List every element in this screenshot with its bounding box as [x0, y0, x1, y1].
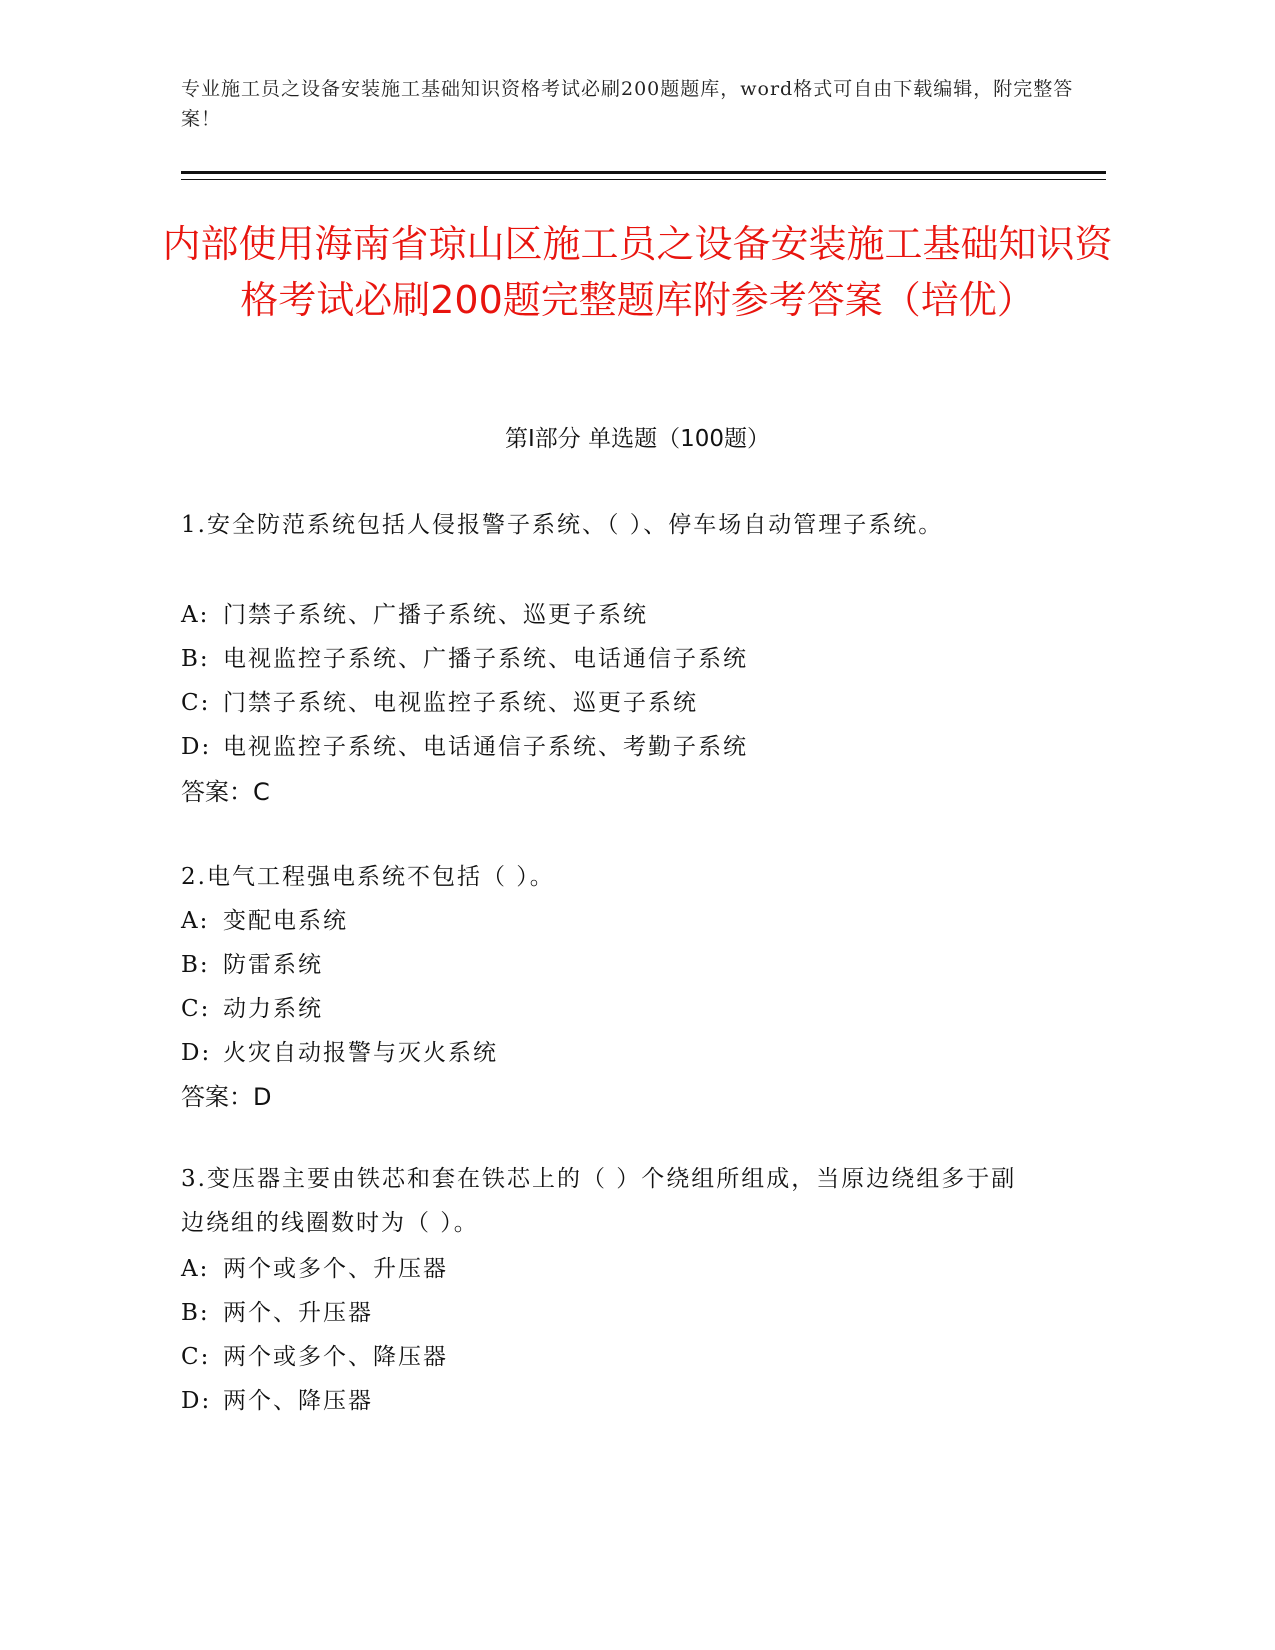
question-2-option-a — [181, 902, 348, 935]
header-rule-thin — [181, 179, 1106, 180]
option-key: D: — [181, 1040, 212, 1066]
option-text: 电视监控子系统、广播子系统、电话通信子系统 — [223, 646, 748, 672]
question-3-text: 3.变压器主要由铁芯和套在铁芯上的（ ）个绕组所组成，当原边绕组多于副边绕组的线圈数时为（ ）。 — [181, 1166, 1017, 1236]
option-text: 火灾自动报警与灭火系统 — [223, 1040, 498, 1066]
option-text: 两个、升压器 — [223, 1300, 373, 1326]
question-3-option-b — [181, 1294, 373, 1327]
section-heading: 第Ⅰ部分 单选题（100题） — [505, 426, 770, 452]
option-key: B: — [181, 1300, 210, 1326]
question-2-answer: 答案：D — [181, 1083, 272, 1111]
option-text: 变配电系统 — [223, 908, 348, 934]
header-note: 专业施工员之设备安装施工基础知识资格考试必刷200题题库，word格式可自由下载编辑，附完整答案！ — [181, 78, 1074, 130]
option-key: A: — [181, 602, 210, 628]
option-key: B: — [181, 952, 210, 978]
question-1-option-d — [181, 728, 748, 761]
question-1-answer: 答案：C — [181, 778, 270, 806]
option-key: C: — [181, 1344, 211, 1370]
option-text: 两个或多个、升压器 — [223, 1256, 448, 1282]
question-3-option-a — [181, 1250, 448, 1283]
option-text: 动力系统 — [223, 996, 323, 1022]
option-key: B: — [181, 646, 210, 672]
question-2-text: 2.电气工程强电系统不包括（ ）。 — [181, 864, 555, 890]
option-text: 电视监控子系统、电话通信子系统、考勤子系统 — [223, 734, 748, 760]
question-3-option-c — [181, 1338, 448, 1371]
option-text: 两个、降压器 — [223, 1388, 373, 1414]
question-2-option-d — [181, 1034, 498, 1067]
question-3-option-d — [181, 1382, 373, 1415]
question-2-option-c — [181, 990, 323, 1023]
option-text: 防雷系统 — [223, 952, 323, 978]
option-text: 门禁子系统、电视监控子系统、巡更子系统 — [223, 690, 698, 716]
option-text: 两个或多个、降压器 — [223, 1344, 448, 1370]
option-key: C: — [181, 996, 211, 1022]
option-key: D: — [181, 1388, 212, 1414]
option-key: D: — [181, 734, 212, 760]
document-title: 内部使用海南省琼山区施工员之设备安装施工基础知识资格考试必刷200题完整题库附参考答案（培优） — [162, 222, 1113, 322]
option-key: C: — [181, 690, 211, 716]
question-1-option-c — [181, 684, 698, 717]
option-key: A: — [181, 908, 210, 934]
question-1-option-b — [181, 640, 748, 673]
question-1-text: 1.安全防范系统包括人侵报警子系统、（ ）、停车场自动管理子系统。 — [181, 512, 944, 538]
option-key: A: — [181, 1256, 210, 1282]
option-text: 门禁子系统、广播子系统、巡更子系统 — [223, 602, 648, 628]
question-2-option-b — [181, 946, 323, 979]
question-1-option-a — [181, 596, 648, 629]
header-rule-thick — [181, 171, 1106, 174]
